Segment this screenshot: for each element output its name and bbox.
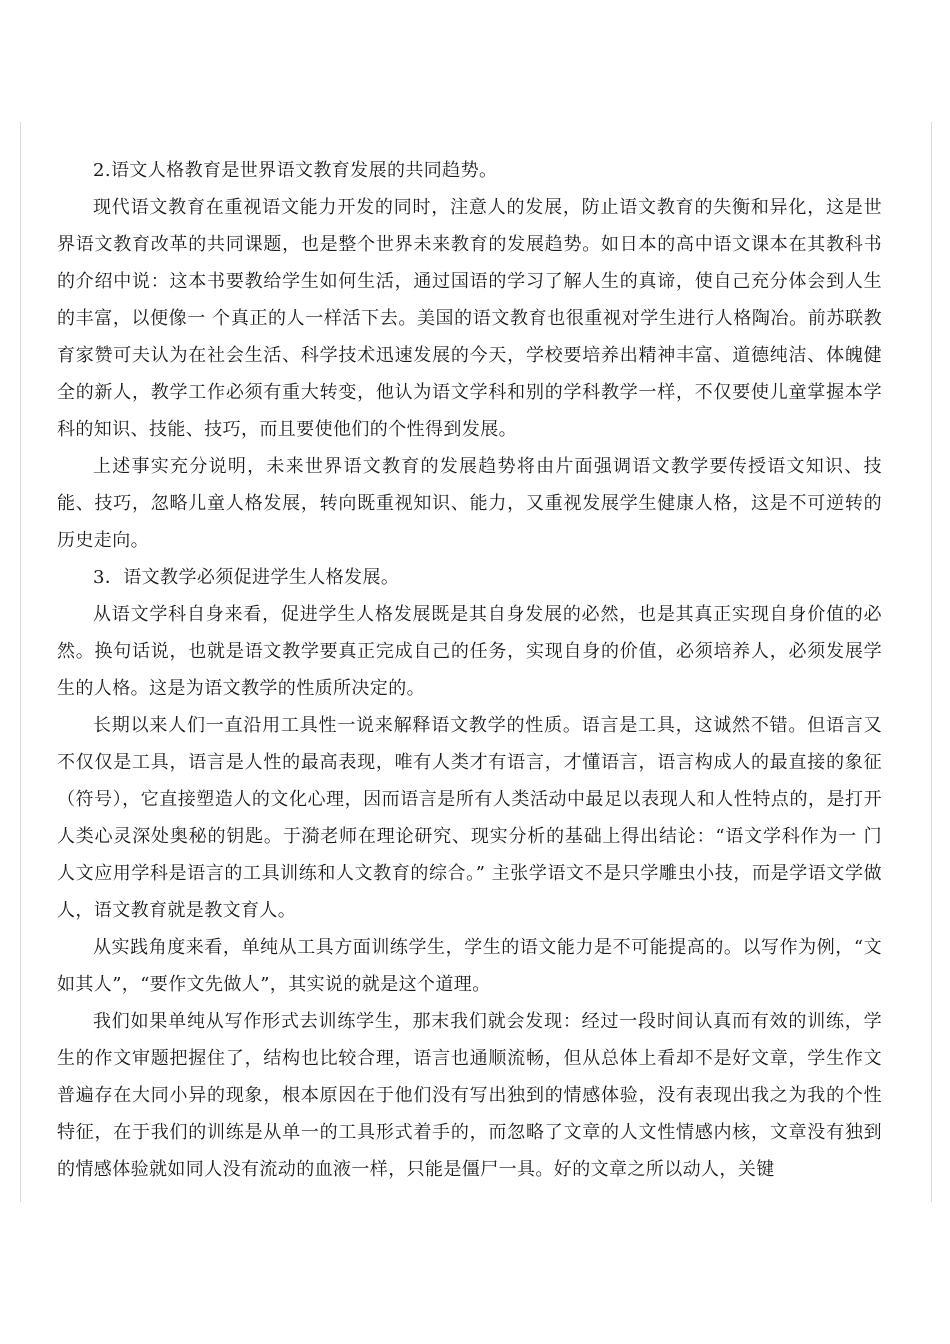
document-body	[57, 152, 882, 1188]
section-heading-2: 2.语文人格教育是世界语文教育发展的共同趋势。	[93, 160, 498, 181]
paragraph: 我们如果单纯从写作形式去训练学生，那末我们就会发现：经过一段时间认真而有效的训练，学生的作文审题把握住了，结构也比较合理，语言也通顺流畅，但从总体上看却不是好文章，学生作文普遍存在大同小异的现象，根本原因在于他们没有写出独到的情感体验，没有表现出我之为我的个性特征，在于我们的训练是从单一的工具形式着手的，而忽略了文章的人文性情感内核，文章没有独到的情感体验就如同人没有流动的血液一样，只能是僵尸一具。好的文章之所以动人，关键	[57, 1011, 882, 1180]
paragraph: 现代语文教育在重视语文能力开发的同时，注意人的发展，防止语文教育的失衡和异化，这是世界语文教育改革的共同课题，也是整个世界未来教育的发展趋势。如日本的高中语文课本在其教科书的介绍中说：这本书要教给学生如何生活，通过国语的学习了解人生的真谛，使自己充分体会到人生的丰富，以便像一 个真正的人一样活下去。美国的语文教育也很重视对学生进行人格陶冶。前苏联教育家赞可夫认为在社会生活、科学技术迅速发展的今天，学校要培养出精神丰富、道德纯洁、体魄健全的新人，教学工作必须有重大转变，他认为语文学科和别的学科教学一样，不仅要使儿童掌握本学科的知识、技能、技巧，而且要使他们的个性得到发展。	[57, 197, 882, 440]
section-heading-3: 3．语文教学必须促进学生人格发展。	[93, 567, 400, 588]
paragraph: 从实践角度来看，单纯从工具方面训练学生，学生的语文能力是不可能提高的。以写作为例，“文如其人”，“要作文先做人”，其实说的就是这个道理。	[57, 937, 882, 995]
paragraph: 长期以来人们一直沿用工具性一说来解释语文教学的性质。语言是工具，这诚然不错。但语言又不仅仅是工具，语言是人性的最高表现，唯有人类才有语言，才懂语言，语言构成人的最直接的象征（符号），它直接塑造人的文化心理，因而语言是所有人类活动中最足以表现人和人性特点的，是打开人类心灵深处奥秘的钥匙。于漪老师在理论研究、现实分析的基础上得出结论：“语文学科作为一 门人文应用学科是语言的工具训练和人文教育的综合。” 主张学语文不是只学雕虫小技，而是学语文学做人，语文教育就是教文育人。	[57, 715, 882, 921]
paragraph: 从语文学科自身来看，促进学生人格发展既是其自身发展的必然，也是其真正实现自身价值的必然。换句话说，也就是语文教学要真正完成自己的任务，实现自身的价值，必须培养人，必须发展学生的人格。这是为语文教学的性质所决定的。	[57, 604, 882, 699]
paragraph: 上述事实充分说明，未来世界语文教育的发展趋势将由片面强调语文教学要传授语文知识、技能、技巧，忽略儿童人格发展，转向既重视知识、能力，又重视发展学生健康人格，这是不可逆转的历史走向。	[57, 456, 882, 551]
